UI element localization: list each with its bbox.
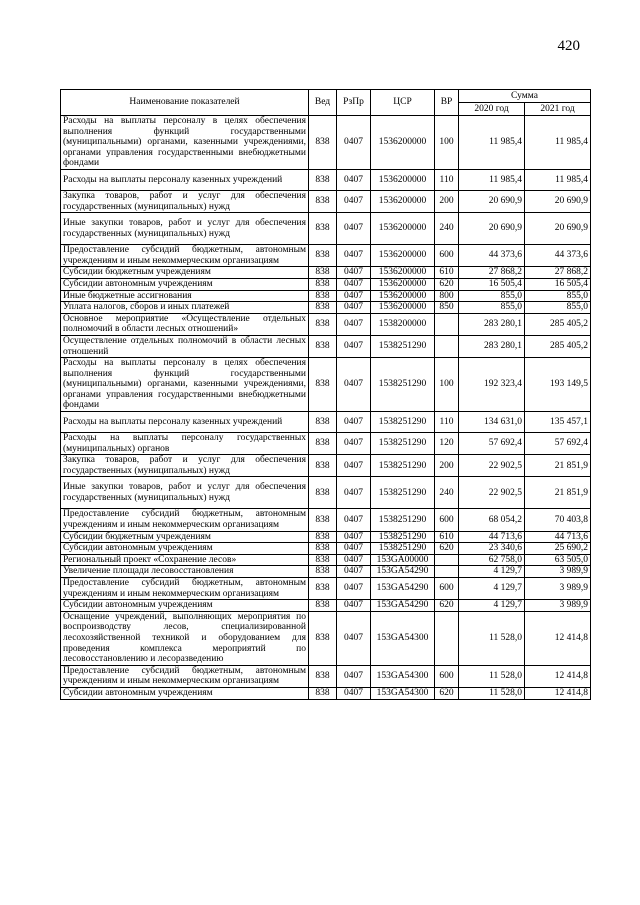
- row-amount-2021: 855,0: [525, 290, 591, 302]
- row-amount-2021: 135 457,1: [525, 412, 591, 433]
- row-name: Расходы на выплаты персоналу государственных (муниципальных) органов: [61, 433, 309, 455]
- table-row: [61, 245, 591, 267]
- row-amount-2020: 11 528,0: [459, 665, 525, 687]
- row-name: Субсидии автономным учреждениям: [61, 687, 309, 699]
- row-vr: 200: [435, 455, 459, 477]
- row-amount-2020: 62 758,0: [459, 554, 525, 566]
- row-csr: 1538251290: [371, 335, 435, 357]
- row-amount-2020: 57 692,4: [459, 433, 525, 455]
- row-ved: 838: [309, 358, 337, 412]
- table-row: [61, 267, 591, 279]
- row-csr: 1536200000: [371, 302, 435, 314]
- row-csr: 1538251290: [371, 509, 435, 531]
- row-csr: 1536200000: [371, 169, 435, 190]
- row-csr: 1536200000: [371, 190, 435, 212]
- row-vr: 240: [435, 477, 459, 509]
- row-amount-2021: 11 985,4: [525, 169, 591, 190]
- row-amount-2020: 283 280,1: [459, 313, 525, 335]
- row-amount-2021: 21 851,9: [525, 455, 591, 477]
- row-vr: [435, 566, 459, 578]
- row-amount-2021: 12 414,8: [525, 665, 591, 687]
- row-amount-2021: 11 985,4: [525, 116, 591, 170]
- row-rzpr: 0407: [337, 213, 371, 245]
- row-amount-2020: 134 631,0: [459, 412, 525, 433]
- row-csr: 1538251290: [371, 477, 435, 509]
- budget-table: [60, 89, 591, 700]
- row-amount-2020: 27 868,2: [459, 267, 525, 279]
- row-ved: 838: [309, 190, 337, 212]
- table-row: [61, 213, 591, 245]
- table-row: [61, 554, 591, 566]
- table-row: [61, 335, 591, 357]
- row-name: Субсидии автономным учреждениям: [61, 600, 309, 612]
- row-csr: 1538251290: [371, 531, 435, 543]
- row-csr: 1536200000: [371, 116, 435, 170]
- header-vr: ВР: [435, 90, 459, 116]
- row-csr: 153GA54290: [371, 578, 435, 600]
- row-ved: 838: [309, 169, 337, 190]
- header-name: Наименование показателей: [61, 90, 309, 116]
- row-csr: 1538251290: [371, 433, 435, 455]
- row-rzpr: 0407: [337, 335, 371, 357]
- row-csr: 153GA54290: [371, 566, 435, 578]
- row-ved: 838: [309, 335, 337, 357]
- row-ved: 838: [309, 433, 337, 455]
- row-ved: 838: [309, 665, 337, 687]
- row-amount-2020: 22 902,5: [459, 455, 525, 477]
- row-csr: 1536200000: [371, 267, 435, 279]
- row-vr: [435, 335, 459, 357]
- row-vr: 110: [435, 412, 459, 433]
- row-name: Региональный проект «Сохранение лесов»: [61, 554, 309, 566]
- row-amount-2020: 23 340,6: [459, 543, 525, 555]
- row-vr: 610: [435, 531, 459, 543]
- row-name: Субсидии автономным учреждениям: [61, 278, 309, 290]
- row-rzpr: 0407: [337, 267, 371, 279]
- row-vr: 200: [435, 190, 459, 212]
- row-csr: 1538251290: [371, 412, 435, 433]
- row-rzpr: 0407: [337, 358, 371, 412]
- row-csr: 153GA00000: [371, 554, 435, 566]
- row-name: Расходы на выплаты персоналу в целях обеспечения выполнения функций государственными (муниципальными) органами, казенными учреждениями, органами управления государственными внебюджетными фондами: [61, 358, 309, 412]
- table-row: [61, 611, 591, 665]
- row-csr: 153GA54300: [371, 687, 435, 699]
- row-rzpr: 0407: [337, 302, 371, 314]
- row-ved: 838: [309, 290, 337, 302]
- row-name: Предоставление субсидий бюджетным, автономным учреждениям и иным некоммерческим организациям: [61, 578, 309, 600]
- row-vr: 620: [435, 543, 459, 555]
- row-vr: 850: [435, 302, 459, 314]
- row-ved: 838: [309, 554, 337, 566]
- row-amount-2021: 3 989,9: [525, 600, 591, 612]
- row-ved: 838: [309, 543, 337, 555]
- row-vr: 120: [435, 433, 459, 455]
- row-amount-2021: 3 989,9: [525, 566, 591, 578]
- row-vr: 620: [435, 278, 459, 290]
- row-amount-2020: 11 528,0: [459, 611, 525, 665]
- row-amount-2020: 20 690,9: [459, 190, 525, 212]
- row-vr: 800: [435, 290, 459, 302]
- table-row: [61, 509, 591, 531]
- table-row: [61, 302, 591, 314]
- row-amount-2020: 855,0: [459, 290, 525, 302]
- row-ved: 838: [309, 566, 337, 578]
- row-name: Предоставление субсидий бюджетным, автономным учреждениям и иным некоммерческим организациям: [61, 665, 309, 687]
- row-name: Предоставление субсидий бюджетным, автономным учреждениям и иным некоммерческим организациям: [61, 245, 309, 267]
- row-amount-2021: 20 690,9: [525, 190, 591, 212]
- table-row: [61, 543, 591, 555]
- row-csr: 153GA54290: [371, 600, 435, 612]
- page-number: 420: [557, 38, 580, 54]
- table-row: [61, 433, 591, 455]
- row-amount-2020: 44 373,6: [459, 245, 525, 267]
- table-row: [61, 278, 591, 290]
- row-csr: 1536200000: [371, 245, 435, 267]
- row-csr: 153GA54300: [371, 611, 435, 665]
- row-ved: 838: [309, 531, 337, 543]
- row-name: Расходы на выплаты персоналу казенных учреждений: [61, 169, 309, 190]
- row-vr: 620: [435, 687, 459, 699]
- row-rzpr: 0407: [337, 543, 371, 555]
- row-name: Увеличение площади лесовосстановления: [61, 566, 309, 578]
- row-amount-2020: 11 528,0: [459, 687, 525, 699]
- row-name: Расходы на выплаты персоналу в целях обеспечения выполнения функций государственными (муниципальными) органами, казенными учреждениями, органами управления государственными внебюджетными фондами: [61, 116, 309, 170]
- row-amount-2021: 21 851,9: [525, 477, 591, 509]
- row-amount-2020: 20 690,9: [459, 213, 525, 245]
- row-amount-2020: 11 985,4: [459, 169, 525, 190]
- row-amount-2020: 44 713,6: [459, 531, 525, 543]
- table-row: [61, 455, 591, 477]
- row-ved: 838: [309, 313, 337, 335]
- row-rzpr: 0407: [337, 290, 371, 302]
- row-name: Оснащение учреждений, выполняющих мероприятия по воспроизводству лесов, специализированной лесохозяйственной техникой и оборудованием для проведения комплекса мероприятий по лесовосстановлению и лесоразведению: [61, 611, 309, 665]
- row-csr: 1536200000: [371, 278, 435, 290]
- row-name: Предоставление субсидий бюджетным, автономным учреждениям и иным некоммерческим организациям: [61, 509, 309, 531]
- row-amount-2021: 12 414,8: [525, 611, 591, 665]
- row-rzpr: 0407: [337, 566, 371, 578]
- row-amount-2020: 192 323,4: [459, 358, 525, 412]
- row-vr: 600: [435, 245, 459, 267]
- row-vr: 240: [435, 213, 459, 245]
- row-rzpr: 0407: [337, 477, 371, 509]
- row-amount-2021: 70 403,8: [525, 509, 591, 531]
- row-name: Субсидии бюджетным учреждениям: [61, 267, 309, 279]
- row-ved: 838: [309, 412, 337, 433]
- row-vr: 600: [435, 665, 459, 687]
- table-row: [61, 290, 591, 302]
- table-row: [61, 531, 591, 543]
- table-row: [61, 665, 591, 687]
- row-amount-2021: 285 405,2: [525, 335, 591, 357]
- header-ved: Вед: [309, 90, 337, 116]
- row-rzpr: 0407: [337, 665, 371, 687]
- row-amount-2020: 4 129,7: [459, 578, 525, 600]
- row-amount-2021: 855,0: [525, 302, 591, 314]
- table-row: [61, 578, 591, 600]
- row-ved: 838: [309, 267, 337, 279]
- row-name: Иные бюджетные ассигнования: [61, 290, 309, 302]
- row-ved: 838: [309, 302, 337, 314]
- row-amount-2021: 63 505,0: [525, 554, 591, 566]
- row-vr: 110: [435, 169, 459, 190]
- row-csr: 153GA54300: [371, 665, 435, 687]
- row-vr: 600: [435, 578, 459, 600]
- table-row: [61, 116, 591, 170]
- row-rzpr: 0407: [337, 245, 371, 267]
- row-amount-2021: 20 690,9: [525, 213, 591, 245]
- row-amount-2020: 16 505,4: [459, 278, 525, 290]
- row-amount-2020: 4 129,7: [459, 600, 525, 612]
- row-rzpr: 0407: [337, 600, 371, 612]
- row-csr: 1538251290: [371, 455, 435, 477]
- header-csr: ЦСР: [371, 90, 435, 116]
- row-csr: 1536200000: [371, 213, 435, 245]
- row-ved: 838: [309, 600, 337, 612]
- row-rzpr: 0407: [337, 554, 371, 566]
- row-ved: 838: [309, 278, 337, 290]
- row-amount-2021: 27 868,2: [525, 267, 591, 279]
- row-amount-2021: 285 405,2: [525, 313, 591, 335]
- row-name: Субсидии автономным учреждениям: [61, 543, 309, 555]
- row-name: Закупка товаров, работ и услуг для обеспечения государственных (муниципальных) нужд: [61, 190, 309, 212]
- row-ved: 838: [309, 116, 337, 170]
- row-rzpr: 0407: [337, 412, 371, 433]
- row-name: Осуществление отдельных полномочий в области лесных отношений: [61, 335, 309, 357]
- table-row: [61, 477, 591, 509]
- row-amount-2020: 11 985,4: [459, 116, 525, 170]
- row-amount-2020: 68 054,2: [459, 509, 525, 531]
- row-amount-2021: 3 989,9: [525, 578, 591, 600]
- row-amount-2020: 4 129,7: [459, 566, 525, 578]
- row-rzpr: 0407: [337, 531, 371, 543]
- row-amount-2020: 283 280,1: [459, 335, 525, 357]
- row-amount-2021: 57 692,4: [525, 433, 591, 455]
- row-ved: 838: [309, 213, 337, 245]
- row-rzpr: 0407: [337, 455, 371, 477]
- row-rzpr: 0407: [337, 278, 371, 290]
- table-row: [61, 190, 591, 212]
- table-row: [61, 169, 591, 190]
- row-rzpr: 0407: [337, 116, 371, 170]
- row-name: Расходы на выплаты персоналу казенных учреждений: [61, 412, 309, 433]
- table-row: [61, 358, 591, 412]
- header-2020: 2020 год: [459, 103, 525, 116]
- row-amount-2020: 855,0: [459, 302, 525, 314]
- row-amount-2021: 25 690,2: [525, 543, 591, 555]
- row-rzpr: 0407: [337, 169, 371, 190]
- table-row: [61, 687, 591, 699]
- row-ved: 838: [309, 245, 337, 267]
- row-amount-2021: 44 373,6: [525, 245, 591, 267]
- row-amount-2021: 12 414,8: [525, 687, 591, 699]
- row-csr: 1538251290: [371, 543, 435, 555]
- row-amount-2020: 22 902,5: [459, 477, 525, 509]
- row-vr: 620: [435, 600, 459, 612]
- table-row: [61, 566, 591, 578]
- table-row: [61, 600, 591, 612]
- row-vr: 100: [435, 116, 459, 170]
- row-rzpr: 0407: [337, 313, 371, 335]
- row-rzpr: 0407: [337, 578, 371, 600]
- row-vr: 610: [435, 267, 459, 279]
- row-csr: 1538200000: [371, 313, 435, 335]
- header-sum: Сумма: [459, 90, 591, 103]
- row-ved: 838: [309, 687, 337, 699]
- table-row: [61, 313, 591, 335]
- row-name: Уплата налогов, сборов и иных платежей: [61, 302, 309, 314]
- row-csr: 1538251290: [371, 358, 435, 412]
- row-name: Иные закупки товаров, работ и услуг для обеспечения государственных (муниципальных) нужд: [61, 477, 309, 509]
- row-vr: 600: [435, 509, 459, 531]
- row-csr: 1536200000: [371, 290, 435, 302]
- row-vr: [435, 313, 459, 335]
- row-ved: 838: [309, 455, 337, 477]
- row-ved: 838: [309, 509, 337, 531]
- row-ved: 838: [309, 477, 337, 509]
- row-amount-2021: 16 505,4: [525, 278, 591, 290]
- table-row: [61, 412, 591, 433]
- row-amount-2021: 193 149,5: [525, 358, 591, 412]
- row-name: Закупка товаров, работ и услуг для обеспечения государственных (муниципальных) нужд: [61, 455, 309, 477]
- row-name: Основное мероприятие «Осуществление отдельных полномочий в области лесных отношений»: [61, 313, 309, 335]
- row-rzpr: 0407: [337, 190, 371, 212]
- header-rzpr: РзПр: [337, 90, 371, 116]
- row-vr: 100: [435, 358, 459, 412]
- row-rzpr: 0407: [337, 687, 371, 699]
- header-2021: 2021 год: [525, 103, 591, 116]
- row-name: Иные закупки товаров, работ и услуг для обеспечения государственных (муниципальных) нужд: [61, 213, 309, 245]
- row-amount-2021: 44 713,6: [525, 531, 591, 543]
- row-name: Субсидии бюджетным учреждениям: [61, 531, 309, 543]
- row-ved: 838: [309, 578, 337, 600]
- row-vr: [435, 554, 459, 566]
- row-vr: [435, 611, 459, 665]
- row-rzpr: 0407: [337, 611, 371, 665]
- row-rzpr: 0407: [337, 433, 371, 455]
- row-ved: 838: [309, 611, 337, 665]
- row-rzpr: 0407: [337, 509, 371, 531]
